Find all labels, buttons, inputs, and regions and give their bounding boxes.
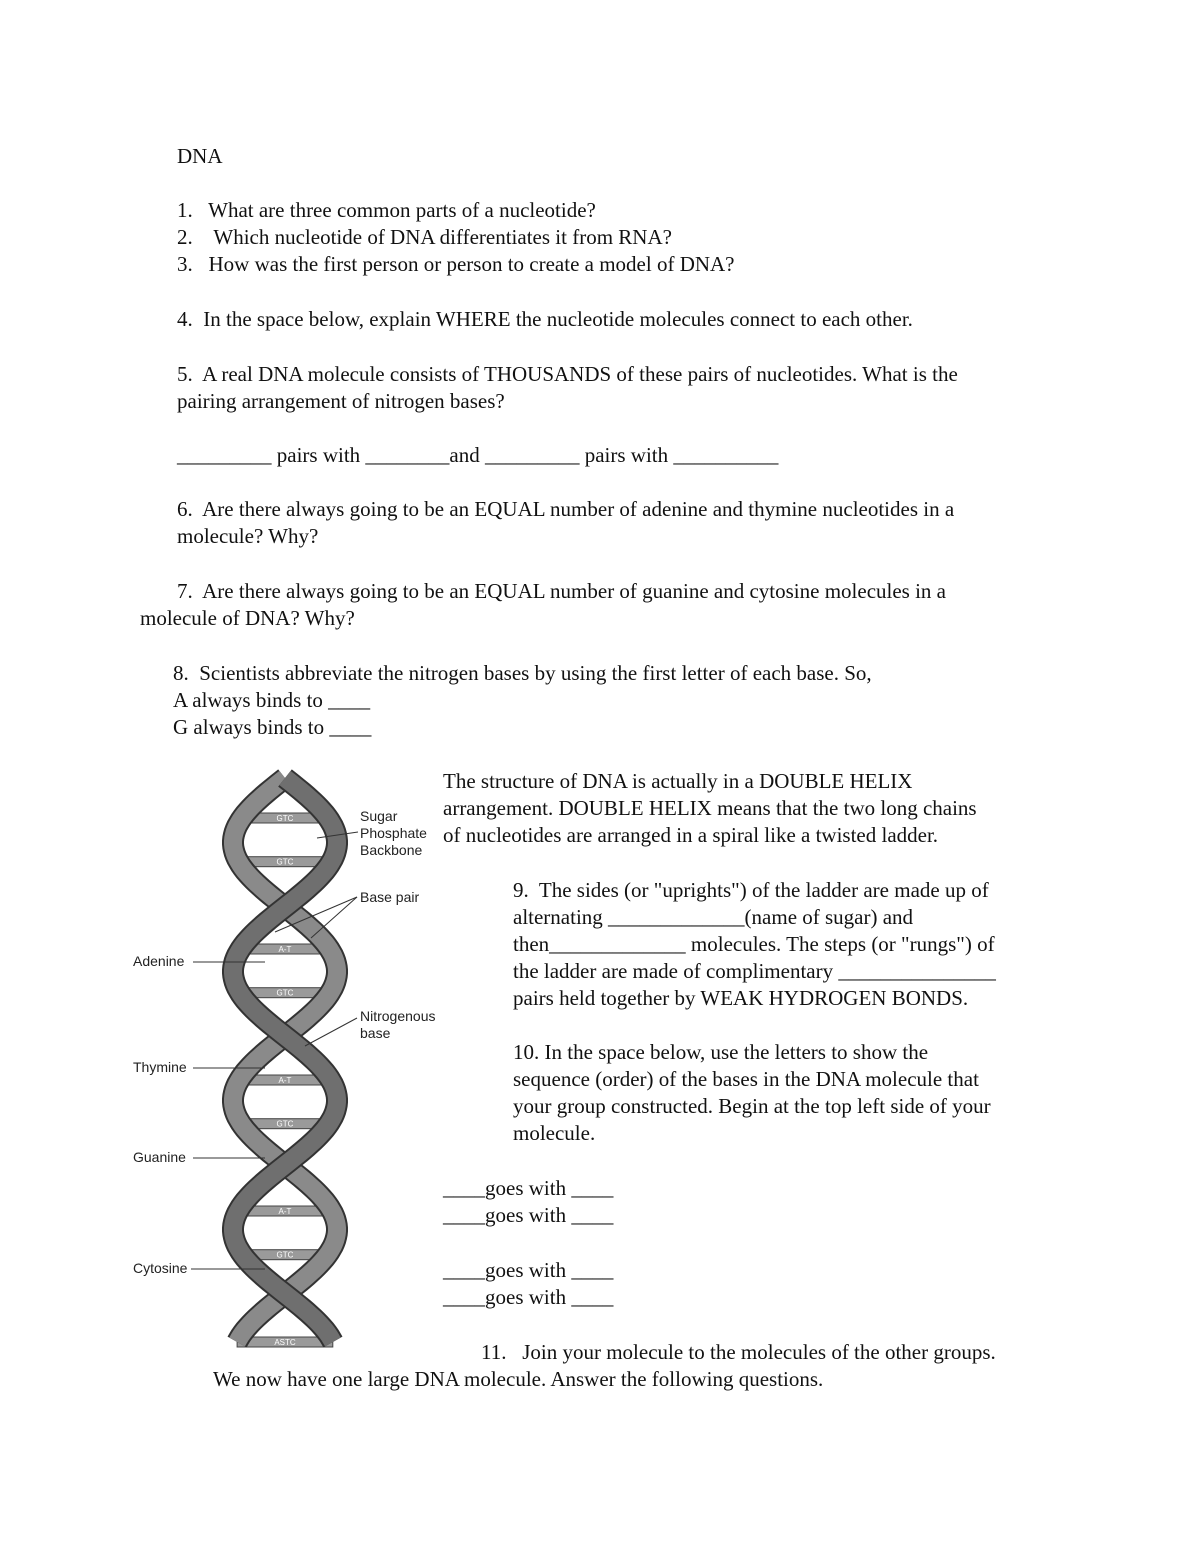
question-3: 3. How was the first person or person to create a model of DNA? [177,252,735,276]
rung-letters-text: GTC [276,1119,294,1129]
rung-letters-text: A-T [278,945,292,954]
label-guanine: Guanine [133,1149,186,1165]
dna-double-helix-diagram [125,770,436,1350]
intro-line-3: of nucleotides are arranged in a spiral like a twisted ladder. [443,823,939,847]
question-10-line-3: your group constructed. Begin at the top left side of your [513,1094,991,1118]
rung-letters-text: GTC [276,1250,294,1260]
question-6-line-1: 6. Are there always going to be an EQUAL number of adenine and thymine nucleotides in a [177,497,955,521]
rung-letters-text: GTC [276,857,294,867]
question-9-line-1: 9. The sides (or "uprights") of the ladder are made up of [513,878,989,902]
rung-letters-text: GTC [276,814,294,823]
question-10-line-2: sequence (order) of the bases in the DNA molecule that [513,1067,979,1091]
label-thymine: Thymine [133,1059,187,1075]
question-5-line-1: 5. A real DNA molecule consists of THOUSANDS of these pairs of nucleotides. What is the [177,362,958,386]
question-9-line-2: alternating _____________(name of sugar) and [513,905,914,929]
question-8-line-1: 8. Scientists abbreviate the nitrogen bases by using the first letter of each base. So, [173,661,872,685]
question-10-line-4: molecule. [513,1121,596,1145]
question-7-line-1: 7. Are there always going to be an EQUAL number of guanine and cytosine molecules in a [177,579,947,603]
question-9-line-4: the ladder are made of complimentary _______________ [513,959,996,983]
question-1: 1. What are three common parts of a nucleotide? [177,198,596,222]
question-5-blanks: _________ pairs with ________and _________ pairs with __________ [177,443,779,467]
label-adenine: Adenine [133,953,185,969]
rung-letters-text: A-T [278,1207,292,1216]
page-title: DNA [177,144,223,168]
label-backbone: Backbone [360,842,423,858]
question-7-line-2: molecule of DNA? Why? [140,606,355,630]
goes-with-4: ____goes with ____ [443,1285,614,1309]
rung-letters-text: A-T [278,1076,292,1085]
label-nitrogenous: Nitrogenous [360,1008,436,1024]
question-8-line-2: A always binds to ____ [173,688,371,712]
question-10-line-1: 10. In the space below, use the letters to show the [513,1040,929,1064]
intro-line-2: arrangement. DOUBLE HELIX means that the two long chains [443,796,977,820]
question-9-line-5: pairs held together by WEAK HYDROGEN BONDS. [513,986,969,1010]
goes-with-3: ____goes with ____ [443,1258,614,1282]
question-4: 4. In the space below, explain WHERE the nucleotide molecules connect to each other. [177,307,913,331]
question-11-line-1: 11. Join your molecule to the molecules of the other groups. [481,1340,996,1364]
label-sugar: Sugar [360,808,398,824]
intro-line-1: The structure of DNA is actually in a DOUBLE HELIX [443,769,913,793]
rung-letters-text: GTC [276,988,294,998]
label-cytosine: Cytosine [133,1260,188,1276]
pointer-base-pair-2 [311,897,357,938]
question-9-line-3: then_____________ molecules. The steps (or "rungs") of [513,932,995,956]
question-5-line-2: pairing arrangement of nitrogen bases? [177,389,505,413]
question-11-line-2: We now have one large DNA molecule. Answer the following questions. [213,1367,824,1391]
question-6-line-2: molecule? Why? [177,524,319,548]
question-8-line-3: G always binds to ____ [173,715,372,739]
label-nitrogenous-base: base [360,1025,391,1041]
rung-letters-text: ASTC [274,1338,296,1347]
question-2: 2. Which nucleotide of DNA differentiates it from RNA? [177,225,672,249]
goes-with-2: ____goes with ____ [443,1203,614,1227]
label-phosphate: Phosphate [360,825,427,841]
goes-with-1: ____goes with ____ [443,1176,614,1200]
label-base-pair: Base pair [360,889,420,905]
